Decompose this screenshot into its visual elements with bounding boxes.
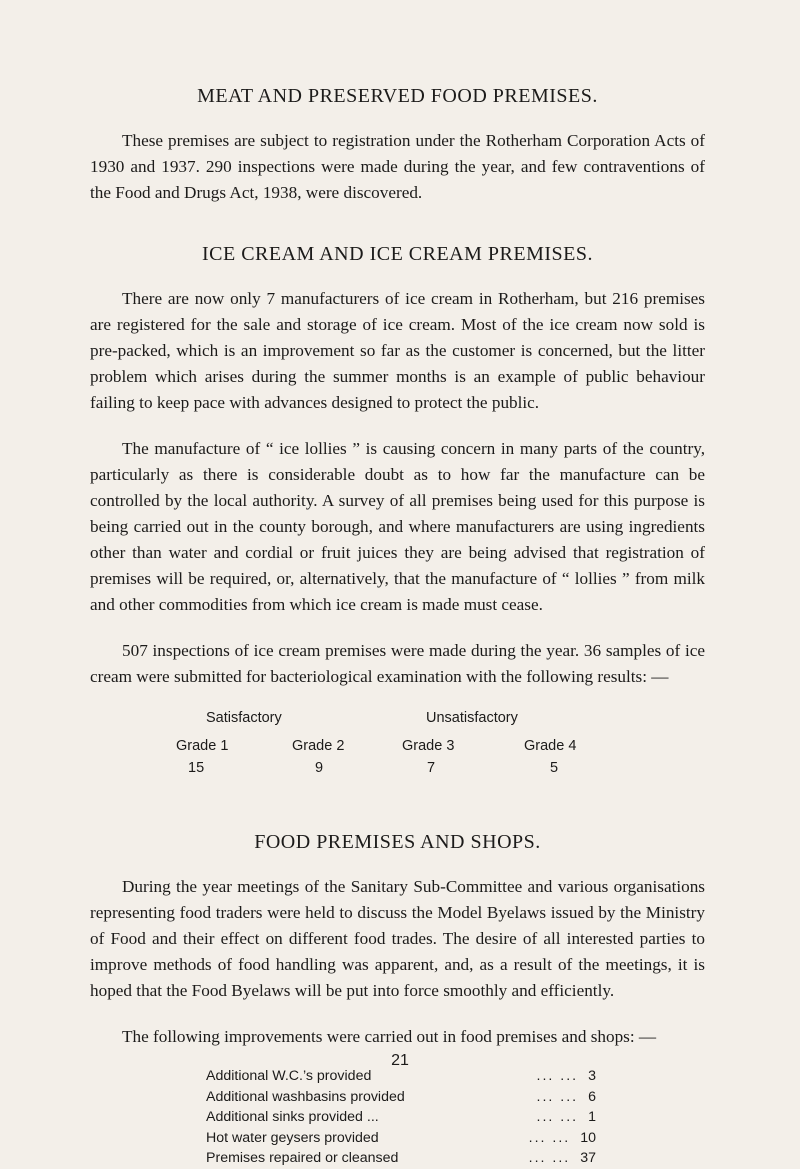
improvement-count: 1 xyxy=(588,1109,596,1125)
improvement-count: 3 xyxy=(588,1068,596,1084)
heading-meat-premises: MEAT AND PRESERVED FOOD PREMISES. xyxy=(197,85,598,107)
document-page xyxy=(90,82,705,1169)
improvement-label: Premises repaired or cleansed xyxy=(206,1150,399,1166)
grade-label: Grade 1 xyxy=(176,738,229,754)
grade-value: 9 xyxy=(315,760,324,776)
improvement-label: Additional sinks provided ... xyxy=(206,1109,379,1125)
paragraph-improvements-intro: The following improvements were carried out in food premises and shops: — xyxy=(122,1027,657,1046)
improvement-count: 6 xyxy=(588,1088,596,1105)
improvements-list xyxy=(206,1066,596,1169)
page-number: 21 xyxy=(391,1052,409,1069)
leader-dots: ... ... xyxy=(536,1068,579,1084)
paragraph-food-byelaws: During the year meetings of the Sanitary Sub-Committee and various organisations representing food traders were held to discuss the Model Byelaws issued by the Ministry of Food and their effect on different food trades. The desire of all interested parties to improve methods of food handling was apparent, and, as a result of the meetings, it is hoped that the Food Byelaws will be put into force smoothly and efficiently. xyxy=(90,877,705,1000)
leader-dots: ... ... xyxy=(528,1129,571,1146)
list-item xyxy=(206,1107,596,1128)
grade-value: 7 xyxy=(427,760,436,776)
improvement-label: Additional W.C.’s provided xyxy=(206,1068,372,1084)
grade-value: 15 xyxy=(188,760,205,776)
grade-label: Grade 3 xyxy=(402,738,455,754)
leader-dots: ... ... xyxy=(528,1150,571,1166)
grade-value: 5 xyxy=(550,760,559,776)
list-item xyxy=(206,1087,596,1108)
improvement-label: Additional washbasins provided xyxy=(206,1088,405,1105)
paragraph-ice-lollies: The manufacture of “ ice lollies ” is causing concern in many parts of the country, particularly as there is considerable doubt as to how far the manufacture can be controlled by the local authority. A survey of all premises being used for this purpose is being carried out in the county borough, and where manufacturers are using ingredients other than water and cordial or fruit juices they are being advised that registration of premises will be required, or, alternatively, that the manufacture of “ lollies ” from milk and other commodities from which ice cream is made must cease. xyxy=(90,439,705,614)
list-item xyxy=(206,1128,596,1149)
grade-label: Grade 4 xyxy=(524,738,577,754)
list-item xyxy=(206,1148,596,1169)
satisfactory-label: Satisfactory xyxy=(206,710,282,726)
bacteriological-results-table xyxy=(90,710,705,792)
heading-food-premises: FOOD PREMISES AND SHOPS. xyxy=(254,831,541,853)
paragraph-ice-cream-manufacturers: There are now only 7 manufacturers of ice cream in Rotherham, but 216 premises are registered for the sale and storage of ice cream. Most of the ice cream now sold is pre-packed, which is an improvement so far as the customer is concerned, but the litter problem which arises during the summer months is an example of public behaviour failing to keep pace with advances designed to protect the public. xyxy=(90,289,705,412)
leader-dots: ... ... xyxy=(536,1088,579,1105)
paragraph-ice-cream-inspections: 507 inspections of ice cream premises were made during the year. 36 samples of ice cream were submitted for bacteriological examination with the following results: — xyxy=(90,641,705,686)
heading-ice-cream-premises: ICE CREAM AND ICE CREAM PREMISES. xyxy=(202,243,593,265)
paragraph-meat-premises: These premises are subject to registration under the Rotherham Corporation Acts of 1930 and 1937. 290 inspections were made during the year, and few contraventions of the Food and Drugs Act, 1938, were discovered. xyxy=(90,131,705,202)
improvement-label: Hot water geysers provided xyxy=(206,1129,379,1146)
improvement-count: 37 xyxy=(580,1150,596,1166)
unsatisfactory-label: Unsatisfactory xyxy=(426,710,518,726)
leader-dots: ... ... xyxy=(536,1109,579,1125)
grade-label: Grade 2 xyxy=(292,738,345,754)
improvement-count: 10 xyxy=(580,1129,596,1146)
